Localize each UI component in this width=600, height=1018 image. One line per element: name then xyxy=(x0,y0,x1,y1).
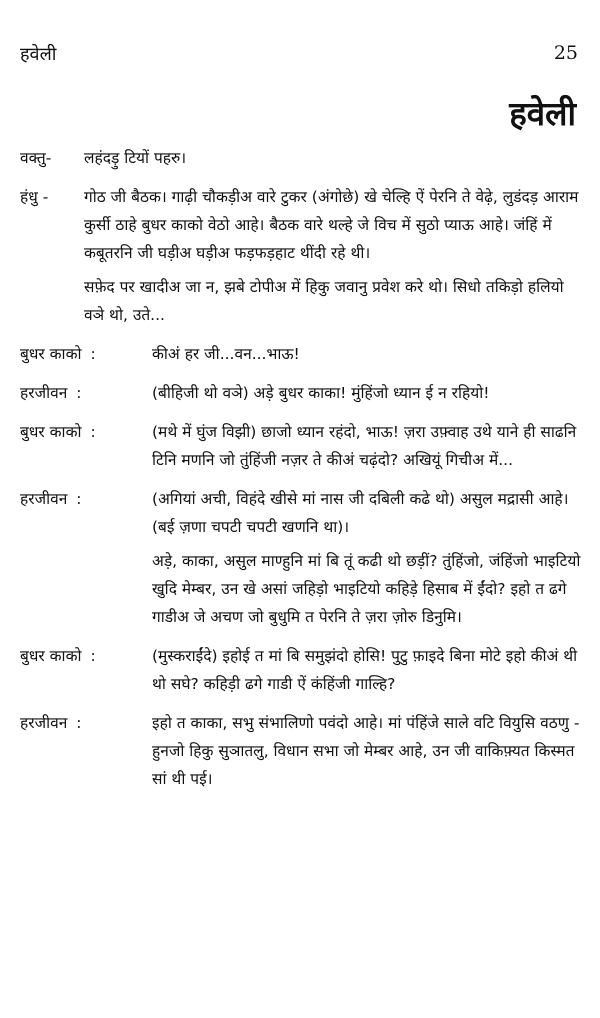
dialogue-entry xyxy=(20,183,588,335)
speaker-label: हरजीवन : xyxy=(20,714,82,732)
dialogue-entry xyxy=(20,485,588,637)
dialogue-entry xyxy=(20,144,588,178)
dialogue-entry xyxy=(20,418,588,480)
speech-paragraph: लहंदड़ु टियों पहरु। xyxy=(84,149,187,167)
running-header xyxy=(20,42,578,72)
speech-paragraph: इहो त काका, सभु संभालिणो पवंदो आहे। मां पंहिंजे साले वटि वियुसि वठणु - हुनजो हिकु सुञातलु, विधान सभा जो मेम्बर आहे, उन जी वाकिफ़्यत किस्मत सां थी पई। xyxy=(152,714,580,788)
dialogue-entry xyxy=(20,642,588,704)
dialogue-entry xyxy=(20,379,588,413)
speech-paragraph: (बीहिजी थो वञे) अड़े बुधर काका! मुंहिंजो ध्यान ई न रहियो! xyxy=(152,384,490,402)
speech-paragraph: (अगियां अची, विहंदे खीसे मां नास जी दबिली कढे थो) असुल मद्रासी आहे। (बई ज़णा चपटी चपटी खणनि था)। xyxy=(152,490,569,536)
speech-paragraph: कीअं हर जी...वन...भाऊ! xyxy=(152,345,300,363)
speaker-label: बुधर काको : xyxy=(20,345,96,363)
dialogue-entry xyxy=(20,340,588,374)
speech-paragraph: (मुस्कराईंदे) इहोई त मां बि समुझंदो होसि! पुटु फ़ाइदे बिना मोटे इहो कीअं थी थो सघे? कहिड़ी ढगे गाडी ऐं कंहिंजी गाल्हि? xyxy=(152,647,578,693)
dialogue-entry xyxy=(20,709,588,799)
speech-paragraph: (मथे में घुंज विझी) छाजो ध्यान रहंदो, भाऊ! ज़रा उफ़्वाह उथे याने ही साढनि टिनि मणनि जो तुंहिंजी नज़र ते कीअं चढ़ंदो? अखियूं गिचीअ में... xyxy=(152,423,577,469)
speaker-label: हरजीवन : xyxy=(20,490,82,508)
speech-text xyxy=(84,183,588,335)
speech-text xyxy=(152,485,588,637)
speech-paragraph: गोठ जी बैठक। गाढ़ी चौकड़ीअ वारे टुकर (अंगोछे) खे चेल्हि ऐं पेरनि ते वेढ़े, लुडंदड़ आराम कुर्सी ठाहे बुधर काको वेठो आहे। बैठक वारे थल्हे जे विच में सुठो प्याऊ आहे। जंहिं में कबूतरनि जी घड़ीअ घड़ीअ फड़फड़हाट थींदी रहे थी। xyxy=(84,188,579,262)
speaker-label: हरजीवन : xyxy=(20,384,82,402)
running-title: हवेली xyxy=(20,44,57,65)
speaker-label: बुधर काको : xyxy=(20,647,96,665)
speech-text xyxy=(152,709,588,799)
speech-text xyxy=(152,418,588,480)
speech-text xyxy=(152,379,588,413)
speech-text xyxy=(152,642,588,704)
speech-text xyxy=(84,144,588,178)
play-text xyxy=(20,144,588,804)
chapter-title: हवेली xyxy=(509,94,576,133)
speaker-label: बुधर काको : xyxy=(20,423,96,441)
speech-paragraph: अड़े, काका, असुल माण्हुनि मां बि तूं कढी थो छड़ीं? तुंहिंजो, जंहिंजो भाइटियो खुदि मेम्बर, उन खे असां जहिड़ो भाइटियो कहिड़े हिसाब में ईंदो? इहो त ढगे गाडीअ जे अचण जो बुधुमि त पेरनि ते ज़रा ज़ोरु डिनुमि। xyxy=(152,552,581,626)
page-number: 25 xyxy=(553,42,578,64)
speaker-label: हंधु - xyxy=(20,188,49,206)
speech-text xyxy=(152,340,588,374)
speech-paragraph: सफ़ेद पर खादीअ जा न, झबे टोपीअ में हिकु जवानु प्रवेश करे थो। सिधो तकिड़ो हलियो वञे थो, उते... xyxy=(84,278,564,324)
speaker-label: वक्तु- xyxy=(20,149,52,167)
